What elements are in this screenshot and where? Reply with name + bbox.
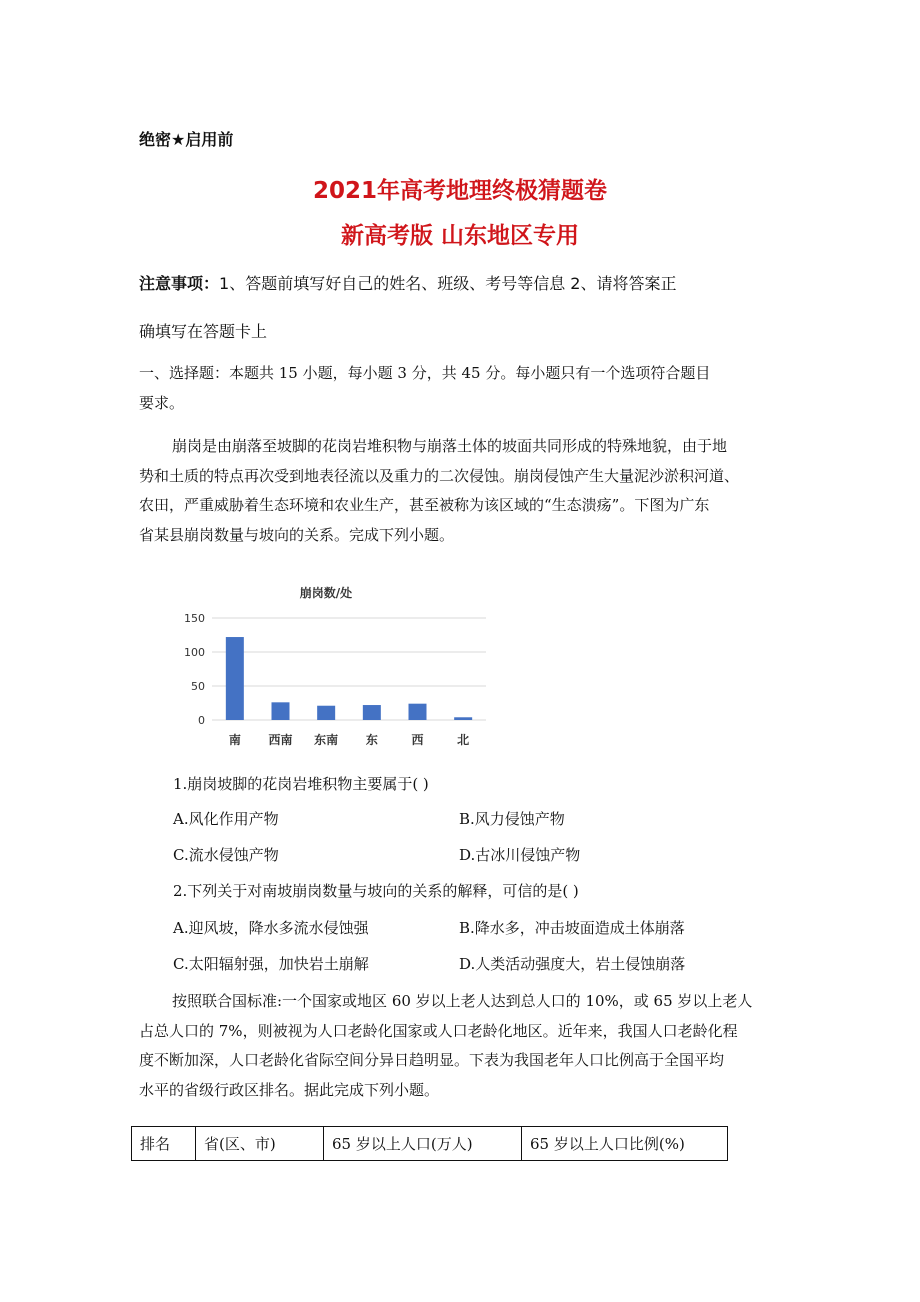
table-header-row <box>132 1127 728 1161</box>
q2-option-c: C.太阳辐射强，加快岩土崩解 <box>173 955 369 973</box>
notice-line-2: 确填写在答题卡上 <box>139 322 268 341</box>
table-header-cell: 65 岁以上人口(万人) <box>324 1127 522 1161</box>
y-tick-label: 0 <box>198 714 205 727</box>
passage-aging <box>139 987 789 1105</box>
question-1-stem: 1.崩岗坡脚的花岗岩堆积物主要属于( ) <box>173 775 429 793</box>
y-tick-label: 50 <box>191 680 205 693</box>
table-header-cell: 省(区、市) <box>196 1127 324 1161</box>
q1-option-c: C.流水侵蚀产物 <box>173 846 279 864</box>
bar-2 <box>317 706 335 720</box>
landslide-bar-chart <box>184 576 496 760</box>
q2-option-a: A.迎风坡，降水多流水侵蚀强 <box>173 919 369 937</box>
bar-0 <box>226 637 244 720</box>
aging-table <box>131 1126 728 1161</box>
x-tick-label: 北 <box>457 733 470 747</box>
passage-line: 按照联合国标准:一个国家或地区 60 岁以上老人达到总人口的 10%，或 65 岁以上老人 <box>172 992 753 1010</box>
notice-line-1 <box>139 271 676 294</box>
confidential-label: 绝密★启用前 <box>139 130 234 149</box>
passage-line: 省某县崩岗数量与坡向的关系。完成下列小题。 <box>139 525 455 544</box>
table-header-cell: 65 岁以上人口比例(%) <box>522 1127 728 1161</box>
q1-option-d: D.古冰川侵蚀产物 <box>459 846 581 864</box>
exam-subtitle: 新高考版 山东地区专用 <box>340 223 579 249</box>
x-tick-label: 西南 <box>268 733 293 747</box>
passage-line: 度不断加深，人口老龄化省际空间分异日趋明显。下表为我国老年人口比例高于全国平均 <box>139 1051 725 1069</box>
passage-line: 占总人口的 7%，则被视为人口老龄化国家或人口老龄化地区。近年来，我国人口老龄化程 <box>139 1021 738 1040</box>
x-tick-label: 东 <box>365 733 378 747</box>
passage-line: 水平的省级行政区排名。据此完成下列小题。 <box>139 1080 440 1099</box>
bar-3 <box>363 705 381 720</box>
table-header-cell: 排名 <box>132 1127 196 1161</box>
section-line: 要求。 <box>139 393 185 412</box>
passage-landslide <box>139 432 789 550</box>
exam-title: 2021年高考地理终极猜题卷 <box>312 178 607 204</box>
x-tick-label: 西 <box>411 733 424 747</box>
bar-1 <box>272 702 290 720</box>
chart-title: 崩岗数/处 <box>299 586 353 600</box>
q2-option-b: B.降水多，冲击坡面造成土体崩落 <box>459 919 685 937</box>
bar-5 <box>454 717 472 720</box>
question-2-stem: 2.下列关于对南坡崩岗数量与坡向的关系的解释，可信的是( ) <box>173 882 579 900</box>
q2-option-d: D.人类活动强度大，岩土侵蚀崩落 <box>459 955 686 973</box>
passage-line: 势和土质的特点再次受到地表径流以及重力的二次侵蚀。崩岗侵蚀产生大量泥沙淤积河道、 <box>139 466 740 485</box>
section-heading <box>139 359 789 418</box>
q1-option-b: B.风力侵蚀产物 <box>459 810 565 828</box>
section-line: 一、选择题：本题共 15 小题，每小题 3 分，共 45 分。每小题只有一个选项符合题目 <box>139 364 711 382</box>
notice-label: 注意事项： <box>139 274 220 293</box>
passage-line: 崩岗是由崩落至坡脚的花岗岩堆积物与崩落土体的坡面共同形成的特殊地貌，由于地 <box>172 437 728 455</box>
y-tick-label: 100 <box>184 646 205 659</box>
q1-option-a: A.风化作用产物 <box>173 810 279 828</box>
x-tick-label: 东南 <box>314 733 339 747</box>
passage-line: 农田，严重威胁着生态环境和农业生产，甚至被称为该区域的“生态溃疡”。下图为广东 <box>139 496 710 514</box>
x-tick-label: 南 <box>228 733 241 747</box>
bar-4 <box>409 704 427 720</box>
y-tick-label: 150 <box>184 612 205 625</box>
notice-text: 1、答题前填写好自己的姓名、班级、考号等信息 2、请将答案正 <box>219 274 677 293</box>
